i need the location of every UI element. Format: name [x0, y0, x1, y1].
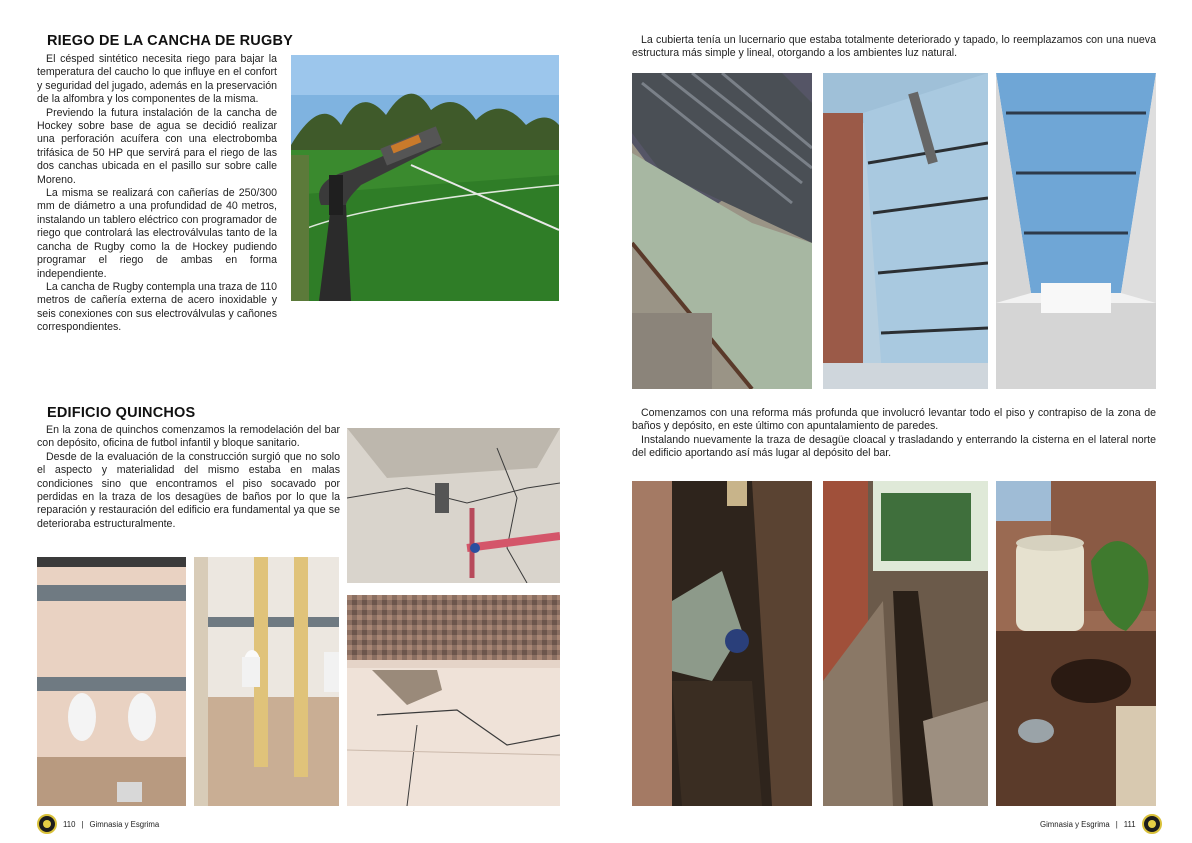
reform-paragraph: Instalando nuevamente la traza de desagüe cloacal y trasladando y enterrando la cisterna en el lateral norte del edificio aportando así más lugar al depósito del bar.	[632, 433, 1156, 460]
rugby-paragraph: La misma se realizará con cañerías de 250/300 mm de diámetro a una profundidad de 40 metros, instalando un tablero eléctrico con programador de riego que controlará las electroválvulas tanto de la cancha de Rugby como la de Hockey pudiendo programar el riego de ambas en forma independiente.	[37, 187, 277, 280]
rugby-heading: RIEGO DE LA CANCHA DE RUGBY	[47, 33, 294, 49]
skylight-interior-photo	[996, 73, 1156, 389]
footer-separator: |	[81, 819, 84, 829]
quinchos-text	[37, 424, 340, 531]
cracked-wall-pipes-photo	[347, 428, 560, 583]
right-footer	[1040, 814, 1162, 834]
skylight-text	[632, 34, 1156, 61]
rugby-text	[37, 53, 277, 335]
reform-paragraph: Comenzamos con una reforma más profunda que involucró levantar todo el piso y contrapiso de la zona de baños y depósito, en este último con apuntalamiento de paredes.	[632, 407, 1156, 433]
old-skylight-photo	[632, 73, 812, 389]
quinchos-paragraph: En la zona de quinchos comenzamos la remodelación del bar con depósito, oficina de futbol infantil y bloque sanitario.	[37, 424, 340, 450]
club-logo-icon	[1142, 814, 1162, 834]
new-skylight-roof-photo	[823, 73, 988, 389]
broken-tiles-photo	[347, 595, 560, 806]
page-number: 111	[1123, 819, 1136, 829]
excavation-worker-photo	[632, 481, 812, 806]
quinchos-paragraph: Desde de la evaluación de la construcción surgió que no solo el aspecto y materialidad del mismo estaba en malas condiciones sino que encontramos el piso socavado por perdidas en la traza de los desagües de baños por lo que la reparación y restauración del edificio era fundamental ya que se deterioraba estructuralmente.	[37, 450, 340, 530]
urinals-photo	[37, 557, 186, 806]
reform-text	[632, 407, 1156, 461]
page-number: 110	[63, 819, 76, 829]
skylight-paragraph: La cubierta tenía un lucernario que estaba totalmente deteriorado y tapado, lo reemplazamos con una nueva estructura más simple y lineal, otorgando a los ambientes luz natural.	[632, 34, 1156, 60]
sprinkler-photo	[291, 55, 559, 301]
publication-name: Gimnasia y Esgrima	[1040, 819, 1110, 829]
publication-name: Gimnasia y Esgrima	[89, 819, 160, 829]
rugby-paragraph: El césped sintético necesita riego para bajar la temperatura del caucho lo que influye en el confort y seguridad del jugado, además en la preservación de la alfombra y los componentes de la misma.	[37, 53, 277, 106]
water-tank-photo	[996, 481, 1156, 806]
rugby-paragraph: Previendo la futura instalación de la cancha de Hockey sobre base de agua se decidió realizar una perforación acuífera con una electrobomba trifásica de 50 HP que servirá para el riego de las dos canchas ubicada en el pasillo sur sobre calle Moreno.	[37, 106, 277, 186]
quinchos-heading: EDIFICIO QUINCHOS	[47, 405, 196, 421]
left-footer	[37, 814, 159, 834]
club-logo-icon	[37, 814, 57, 834]
rugby-paragraph: La cancha de Rugby contempla una traza de 110 metros de cañería externa de acero inoxidable y seis conexiones con sus electroválvulas y cañones correspondientes.	[37, 280, 277, 334]
toilet-stalls-photo	[194, 557, 339, 806]
right-page	[596, 0, 1192, 843]
drain-trench-photo	[823, 481, 988, 806]
footer-separator: |	[1115, 819, 1118, 829]
